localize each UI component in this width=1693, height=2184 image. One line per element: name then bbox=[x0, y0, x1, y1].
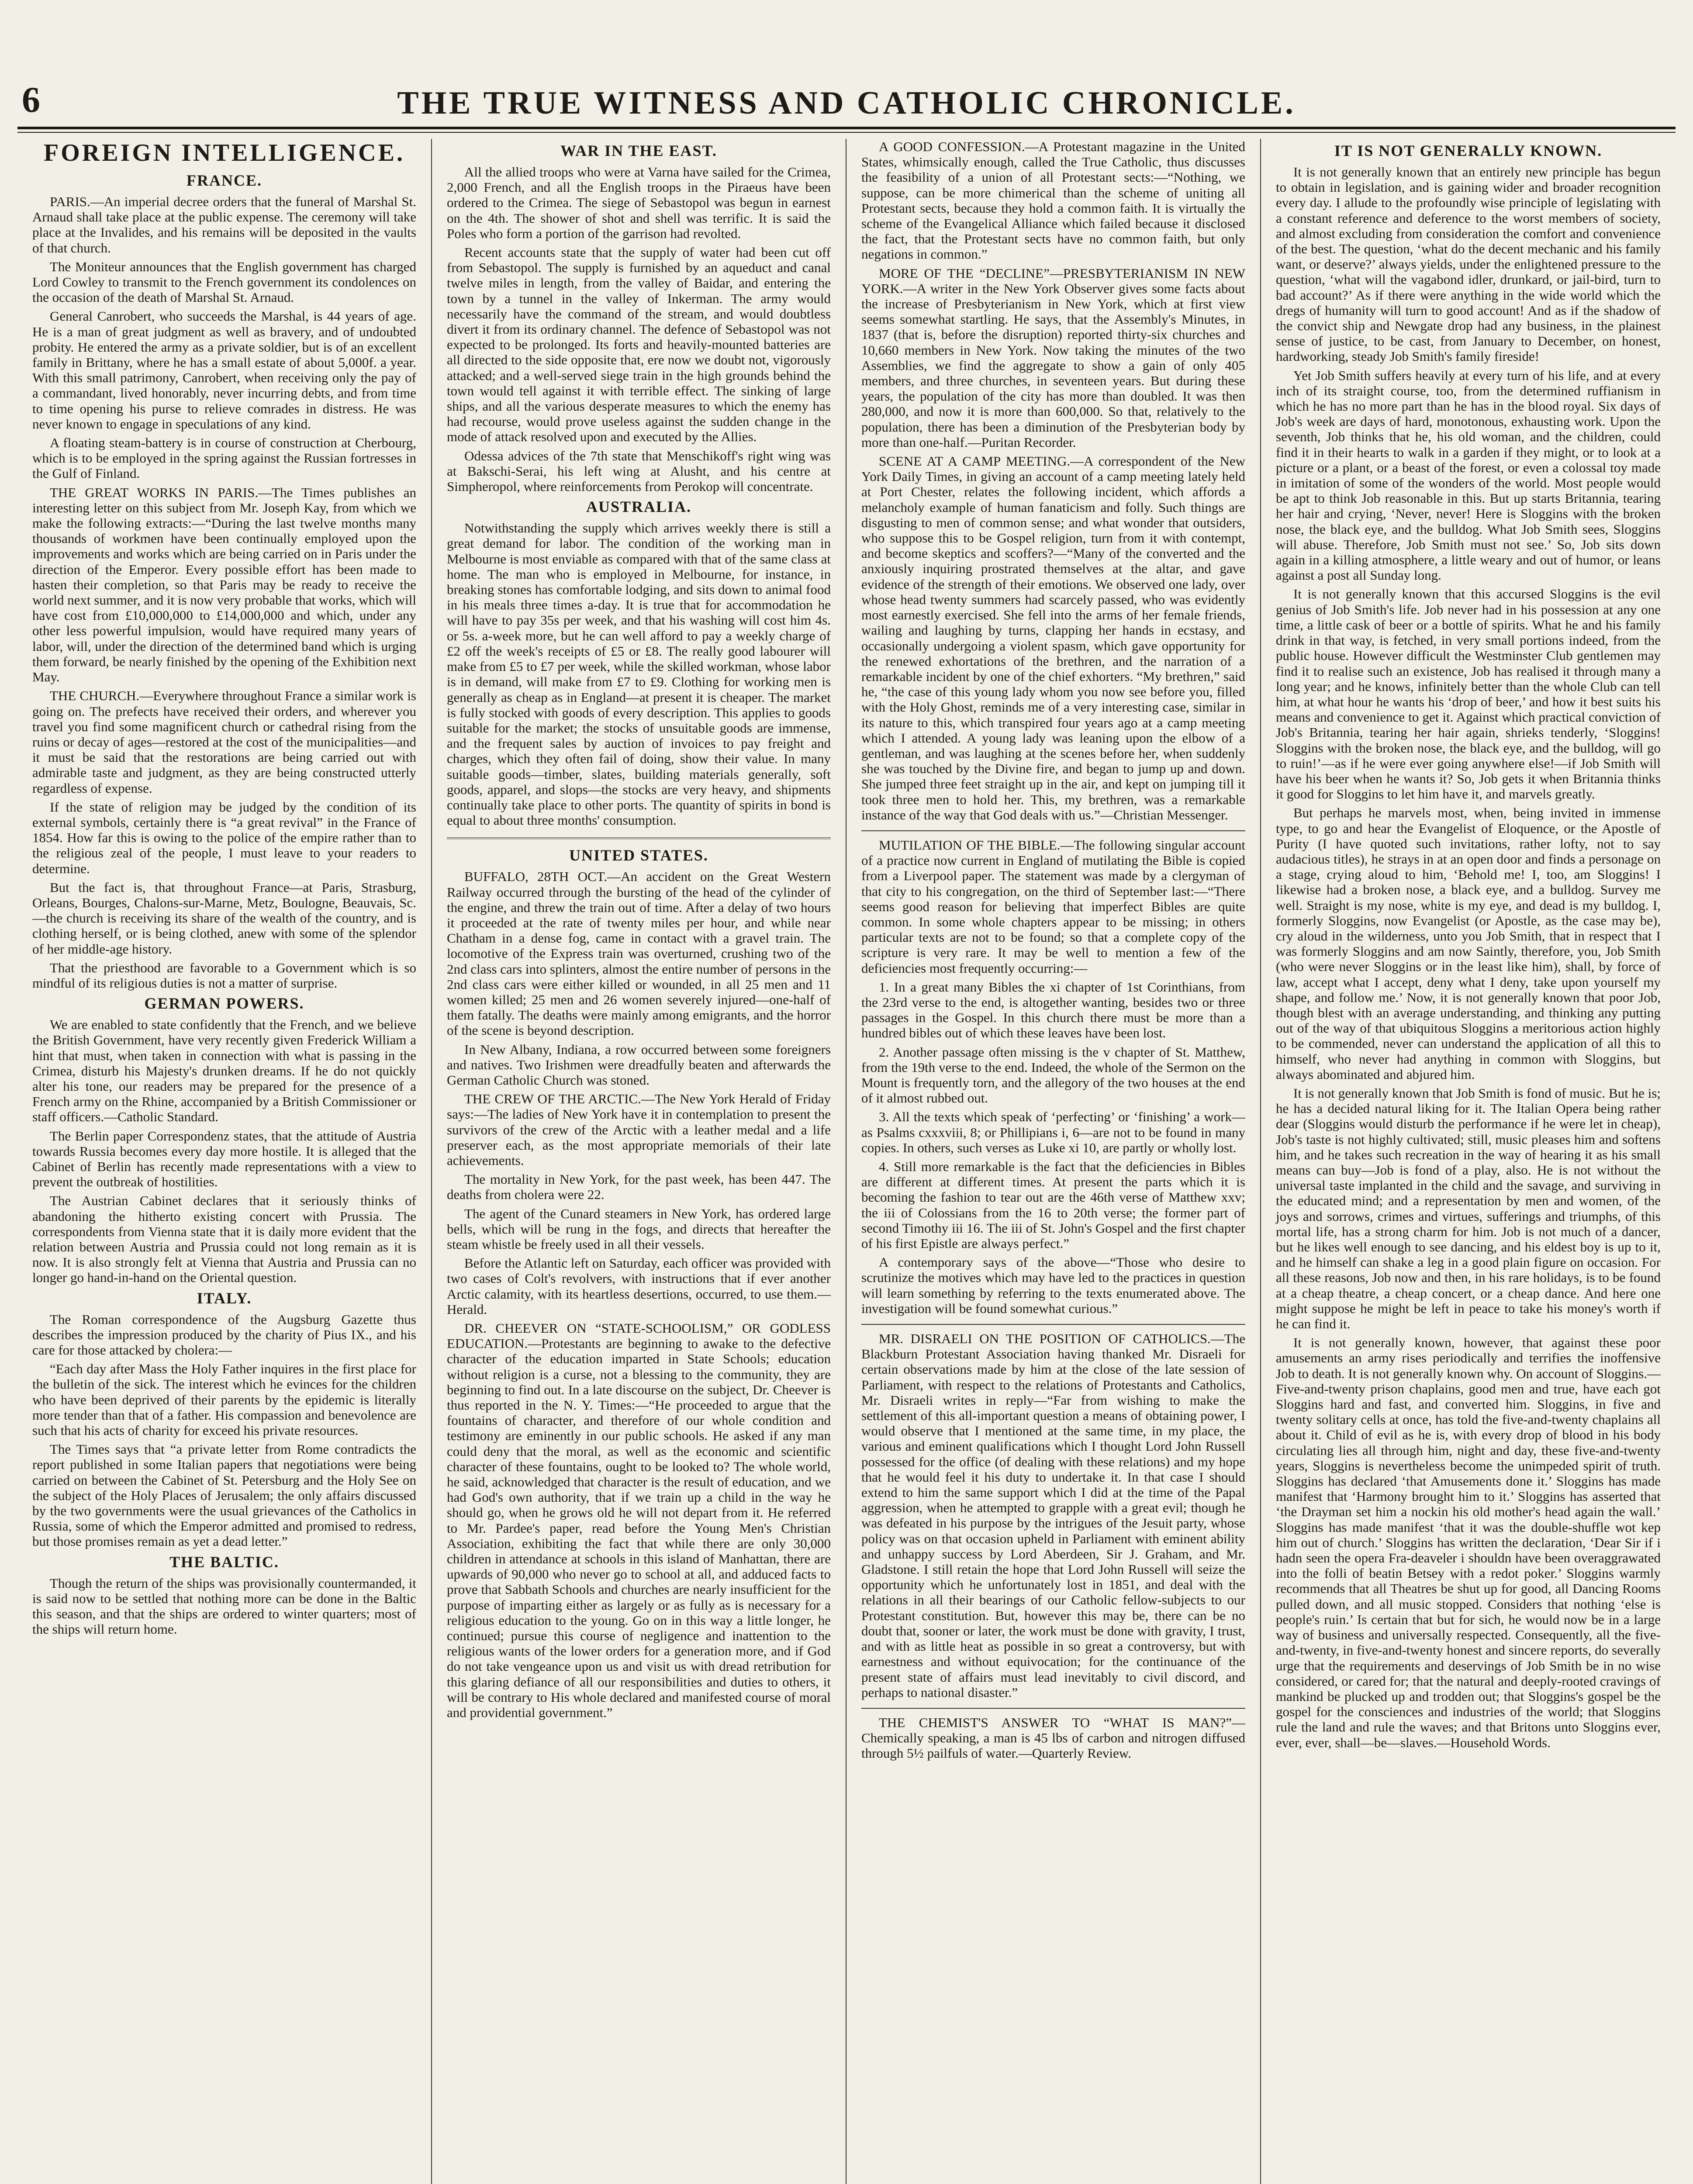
article-paragraph: General Canrobert, who succeeds the Marshal, is 44 years of age. He is a man of great judgment as well as bravery, and of undoubted probity. He entered the army as a private soldier, but is of an excellent family in Brittany, where he has a small estate of about 5,000f. a year. With this small patrimony, Canrobert, when receiving only the pay of a commandant, lived honorably, never incurring debts, and from time to time opening his purse to relieve comrades in distress. He was never known to engage in speculations of any kind. bbox=[32, 308, 416, 432]
subheading-the-baltic: THE BALTIC. bbox=[169, 1553, 279, 1571]
article-paragraph: If the state of religion may be judged by the condition of its external symbols, certainly there is “a great revival” in the France of 1854. How far this is owing to the police of the empire rather than to the religious zeal of the people, I must leave to your readers to determine. bbox=[32, 799, 416, 876]
article-paragraph: The Austrian Cabinet declares that it seriously thinks of abandoning the hitherto existing concert with Prussia. The correspondents from Vienna state that it is daily more evident that the relation between Austria and Prussia could not long remain as it is now. It is also strongly felt at Vienna that Austria and Prussia can no longer go hand-in-hand on the Oriental question. bbox=[32, 1193, 416, 1286]
article-paragraph: The Times says that “a private letter from Rome contradicts the report published in some Italian papers that negotiations were being carried on between the Cabinet of St. Petersburg and the Holy See on the subject of the Holy Places of Jerusalem; the only affairs discussed by the two governments were the usual grievances of the Catholics in Russia, some of which the Emperor admitted and promised to redress, but those promises remain as yet a dead letter.” bbox=[32, 1441, 416, 1549]
article-paragraph: Though the return of the ships was provisionally countermanded, it is said now to be settled that nothing more can be done in the Baltic this season, and that the ships are ordered to winter quarters; most of the ships will return home. bbox=[32, 1575, 416, 1637]
article-paragraph: 1. In a great many Bibles the xi chapter of 1st Corinthians, from the 23rd verse to the end, is altogether wanting, besides two or three passages in the Gospel. In this church there must be more than a hundred bibles out of which these leaves have been lost. bbox=[861, 979, 1245, 1041]
article-paragraph: We are enabled to state confidently that the French, and we believe the British Government, have very recently given Frederick William a hint that must, when taken in connection with what is passing in the Crimea, disturb his Majesty's drunken dreams. If he do not quickly alter his tone, our readers may be prepared for the presence of a French army on the Rhine, accompanied by a British Commissioner or staff officers.—Catholic Standard. bbox=[32, 1017, 416, 1125]
article-paragraph: THE CREW OF THE ARCTIC.—The New York Herald of Friday says:—The ladies of New York have it in contemplation to present the survivors of the crew of the Arctic with a leather medal and a life preserver each, as the most appropriate memorials of their late achievements. bbox=[447, 1091, 831, 1168]
article-divider bbox=[861, 1708, 1245, 1709]
article-paragraph: It is not generally known that this accursed Sloggins is the evil genius of Job Smith's life. Job never had in his possession at any one time, a little cask of beer or a bottle of spirits. What he and his family drink in that way, is fetched, in very small portions indeed, from the public house. However difficult the Westminster Club gentlemen may find it to realise such an existence, Job has realised it through many a long year; and he knows, infinitely better than the whole Club can tell him, at what hour he wants his ‘drop of beer,’ and how it best suits his means and convenience to get it. Against which practical conviction of Job's Britannia, tearing her hair again, shrieks tenderly, ‘Sloggins! Sloggins with the broken nose, the black eye, and the bulldog, will go to ruin!’—as if he were ever going anywhere else!—if Job Smith will have his beer when he wants it? So, Job gets it when Britannia thinks it good for Sloggins to let him have it, and marvels greatly. bbox=[1276, 586, 1661, 802]
section-divider bbox=[447, 837, 831, 839]
subheading-german-powers: GERMAN POWERS. bbox=[144, 995, 304, 1013]
article-paragraph: PARIS.—An imperial decree orders that the funeral of Marshal St. Arnaud shall take place at the public expense. The ceremony will take place at the Invalides, and his remains will be deposited in the vaults of that church. bbox=[32, 194, 416, 256]
article-paragraph: A floating steam-battery is in course of construction at Cherbourg, which is to be employed in the spring against the Russian fortresses in the Gulf of Finland. bbox=[32, 435, 416, 481]
article-paragraph: The Roman correspondence of the Augsburg Gazette thus describes the impression produced by the charity of Pius IX., and his care for those attacked by cholera:— bbox=[32, 1311, 416, 1358]
subheading-war-in-the-east: WAR IN THE EAST. bbox=[560, 142, 717, 159]
article-paragraph: THE CHURCH.—Everywhere throughout France a similar work is going on. The prefects have received their orders, and wherever you travel you find some magnificent church or cathedral rising from the ruins or decay of ages—restored at the cost of the municipalities—and it must be said that the restorations are being carried out with admirable taste and judgment, as they are being constructed utterly regardless of expense. bbox=[32, 688, 416, 796]
article-paragraph: It is not generally known that Job Smith is fond of music. But he is; he has a decided natural liking for it. The Italian Opera being rather dear (Sloggins would disturb the performance if he were let in cheap), Job's taste is not highly cultivated; still, music pleases him and softens him, and he takes such recreation in the way of hearing it as his small means can buy—Job is fond of a play, also. He is not without the universal taste implanted in the child and the savage, and surviving in the educated mind; and a representation by men and women, of the joys and sorrows, crimes and virtues, sufferings and triumphs, of this mortal life, has a strong charm for him. Job is not much of a dancer, but he likes well enough to see dancing, and his eldest boy is up to it, and he himself can shake a leg in a good plain figure on occasion. For all these reasons, Job now and then, in his rare holidays, is to be found at a cheap theatre, a cheap concert, or a cheap dance. And here one might suppose he might be left in peace to take his money's worth if he can find it. bbox=[1276, 1085, 1661, 1332]
masthead bbox=[17, 76, 1676, 124]
article-paragraph: All the allied troops who were at Varna have sailed for the Crimea, 2,000 French, and all the English troops in the Piraeus have been ordered to the Crimea. The siege of Sebastopol was begun in earnest on the 4th. The shower of shot and shell was terrific. It is said the Poles who form a portion of the garrison had revolted. bbox=[447, 164, 831, 241]
subheading-italy: ITALY. bbox=[197, 1289, 252, 1307]
article-paragraph: That the priesthood are favorable to a Government which is so mindful of its religious duties is not a matter of surprise. bbox=[32, 960, 416, 991]
page-number: 6 bbox=[22, 79, 40, 120]
subheading-australia: AUSTRALIA. bbox=[586, 498, 692, 516]
article-paragraph: The agent of the Cunard steamers in New York, has ordered large bells, which will be rung in the fogs, and directs that hereafter the steam whistle be freely used in all their vessels. bbox=[447, 1206, 831, 1252]
article-paragraph: MORE OF THE “DECLINE”—PRESBYTERIANISM IN NEW YORK.—A writer in the New York Observer gives some facts about the increase of Presbyterianism in New York, which at first view seems somewhat startling. He says, that the Assembly's Minutes, in 1837 (that is, before the disruption) reported thirty-six churches and 10,660 members in New York. Now taking the minutes of the two Assemblies, we find the aggregate to show a gain of only 405 members, and three churches, in seventeen years. But during these years, the population of the city has more than doubled. It was then 280,000, and now it is more than 600,000. So that, relatively to the population, there has been a diminution of the Presbyterian body by more than one-half.—Puritan Recorder. bbox=[861, 265, 1245, 450]
article-paragraph: “Each day after Mass the Holy Father inquires in the first place for the bulletin of the sick. The interest which he evinces for the children who have been deprived of their parents by the epidemic is literally more tender than that of a father. His compassion and benevolence are such that his acts of charity for exceed his private resources. bbox=[32, 1361, 416, 1438]
article-paragraph: MUTILATION OF THE BIBLE.—The following singular account of a practice now current in England of mutilating the Bible is copied from a Liverpool paper. The statement was made by a clergyman of that city to his congregation, on the third of September last:—“There seems good reason for believing that imperfect Bibles are quite common. In some whole chapters appear to be missing; in others particular texts are not to be found; so that a complete copy of the scripture is very rare. It may be well to mention a few of the deficiencies most frequently occurring:— bbox=[861, 837, 1245, 976]
article-divider bbox=[861, 1324, 1245, 1325]
article-divider bbox=[861, 830, 1245, 831]
article-paragraph: BUFFALO, 28TH OCT.—An accident on the Great Western Railway occurred through the bursting of the head of the cylinder of the engine, and threw the train out of time. After a delay of two hours it proceeded at the rate of twenty miles per hour, and while near Chatham in a dense fog, came in contact with a gravel train. The locomotive of the Express train was overturned, crushing two of the 2nd class cars into splinters, almost the entire number of persons in the 2nd class cars were either killed or wounded, in all 25 men and 11 women killed; 25 men and 26 women severely injured—one-half of them fatally. The deaths were mainly among emigrants, and the horror of the scene is beyond description. bbox=[447, 869, 831, 1038]
subheading-france: FRANCE. bbox=[187, 172, 262, 189]
subheading-united-states: UNITED STATES. bbox=[569, 847, 708, 864]
column-4 bbox=[1261, 139, 1676, 2184]
section-heading-not-generally-known: IT IS NOT GENERALLY KNOWN. bbox=[1334, 142, 1603, 159]
article-paragraph: THE CHEMIST'S ANSWER TO “WHAT IS MAN?”—Chemically speaking, a man is 45 lbs of carbon and nitrogen diffused through 5½ pailfuls of water.—Quarterly Review. bbox=[861, 1714, 1245, 1761]
article-paragraph: MR. DISRAELI ON THE POSITION OF CATHOLICS.—The Blackburn Protestant Association having thanked Mr. Disraeli for certain observations made by him at the close of the late session of Parliament, with respect to the relations of Protestants and Catholics, Mr. Disraeli writes in reply—“Far from wishing to make the settlement of this all-important question a means of obtaining power, I would observe that I mentioned at the same time, in my place, the various and eminent qualifications which I thought Lord John Russell possessed for the office (of dealing with these relations) and my hope that he would feel it his duty to undertake it. In that case I should extend to him the same support which I did at the time of the Papal aggression, when he attempted to grapple with a great evil; though he was defeated in his purpose by the intrigues of the Jesuit party, whose policy was on that occasion upheld in Parliament with eminent ability and unhappy success by Lord Aberdeen, Sir J. Graham, and Mr. Gladstone. I still retain the hope that Lord John Russell will seize the opportunity which he unfortunately lost in 1851, and deal with the relations in all their bearings of our Catholic fellow-subjects to our Protestant constitution. But, however this may be, there can be no doubt that, sooner or later, the work must be done with gravity, I trust, and with as little heat as possible in so great a controversy, but with earnestness and without equivocation; for the continuance of the present state of affairs must lead inevitably to civil discord, and perhaps to national disaster.” bbox=[861, 1331, 1245, 1700]
article-paragraph: A contemporary says of the above—“Those who desire to scrutinize the motives which may have led to the practices in question will learn something by referring to the texts enumerated above. The investigation will be found somewhat curious.” bbox=[861, 1254, 1245, 1316]
article-paragraph: In New Albany, Indiana, a row occurred between some foreigners and natives. Two Irishmen were dreadfully beaten and afterwards the German Catholic Church was stoned. bbox=[447, 1041, 831, 1088]
newspaper-title: THE TRUE WITNESS AND CATHOLIC CHRONICLE. bbox=[397, 85, 1296, 121]
masthead-rule-thin bbox=[17, 132, 1676, 133]
article-paragraph: The Moniteur announces that the English government has charged Lord Cowley to transmit to the French government its condolences on the occasion of the death of Marshal St. Arnaud. bbox=[32, 259, 416, 305]
article-paragraph: Notwithstanding the supply which arrives weekly there is still a great demand for labor. The condition of the working man in Melbourne is most enviable as compared with that of the same class at home. The man who is employed in Melbourne, for instance, in breaking stones has comfortable lodging, and sits down to animal food in his meals three times a-day. It is true that for accommodation he will have to pay 35s per week, and that his washing will cost him 4s. or 5s. a-week more, but he can well afford to pay a weekly charge of £2 off the week's receipts of £5 or £8. The really good labourer will make from £5 to £7 per week, while the skilled workman, whose labor is in demand, will make from £7 to £9. Clothing for working men is generally as cheap as in England—at present it is cheaper. The market is fully stocked with goods of every description. This applies to goods suitable for the market; the stocks of unsuitable goods are immense, and the frequent sales by auction of invoices to pay freight and charges, which they often fail of doing, show their value. In many suitable goods—timber, slates, building materials generally, soft goods, apparel, and slops—the stocks are very heavy, and shipments continually take place to other ports. The quantity of spirits in bond is equal to about three months' consumption. bbox=[447, 520, 831, 828]
article-paragraph: Yet Job Smith suffers heavily at every turn of his life, and at every inch of its straight course, too, from the determined ruffianism in which he has no more part than he has in the blood royal. Six days of Job's week are days of hard, monotonous, exhausting work. Upon the seventh, Job thinks that he, his old woman, and the children, could find it in their hearts to walk in a garden if they might, or to look at a picture or a plant, or a beast of the forest, or even a colossal toy made in imitation of some of the wonders of the world. Most people would be apt to think Job reasonable in this. But up starts Britannia, tearing her hair and crying, ‘Never, never! Here is Sloggins with the broken nose, the black eye, and the bulldog. What Job Smith sees, Sloggins will abuse. Therefore, Job Smith must not see.’ So, Job sits down again in a killing atmosphere, a little weary and out of humor, or leans against a post all Sunday long. bbox=[1276, 367, 1661, 583]
article-paragraph: But the fact is, that throughout France—at Paris, Strasburg, Orleans, Bourges, Chalons-sur-Marne, Metz, Boulogne, Beauvais, Sc.—the church is receiving its share of the wealth of the country, and is clothing herself, or is being clothed, anew with some of the splendor of her middle-age history. bbox=[32, 879, 416, 957]
article-paragraph: Odessa advices of the 7th state that Menschikoff's right wing was at Bakschi-Serai, his left wing at Alusht, and his centre at Simpheropol, where reinforcements from Perokop will concentrate. bbox=[447, 448, 831, 494]
masthead-rule bbox=[17, 127, 1676, 129]
article-paragraph: SCENE AT A CAMP MEETING.—A correspondent of the New York Daily Times, in giving an account of a camp meeting lately held at Port Chester, relates the following incident, which affords a melancholy example of human fanaticism and folly. Such things are disgusting to men of common sense; and what wonder that outsiders, who suppose this to be Gospel religion, turn from it with contempt, and become skeptics and scoffers?—“Many of the converted and the anxiously inquiring prostrated themselves at the altar, and gave evidence of the strength of their emotions. We observed one lady, over whose head twenty summers had scarcely passed, who was evidently most earnestly exercised. She fell into the arms of her female friends, wailing and laughing by turns, clapping her hands in ecstasy, and occasionally undergoing a violent spasm, which gave opportunity for the renewed exhortations of the brethren, and the narration of a remarkable incident by one of the chief exhorters. “My brethren,” said he, “the case of this young lady whom you now see before you, filled with the Holy Ghost, reminds me of a very interesting case, similar in its nature to this, which transpired four years ago at a camp meeting which I attended. A young lady was leaning upon the elbow of a gentleman, and was laughing at the scenes before her, when suddenly she was touched by the Divine fire, and began to jump up and down. She jumped three feet straight up in the air, and kept on jumping till it took three men to hold her. This, my brethren, was a remarkable instance of the way that God deals with us.”—Christian Messenger. bbox=[861, 453, 1245, 822]
columns bbox=[17, 139, 1676, 2184]
column-2 bbox=[432, 139, 846, 2184]
article-paragraph: But perhaps he marvels most, when, being invited in immense type, to go and hear the Evangelist of Eloquence, or the Apostle of Purity (I have quoted such invitations, rather lofty, not to say audacious titles), he strays in at an open door and finds a personage on a stage, crying aloud to him, ‘Behold me! I, too, am Sloggins! I likewise had a broken nose, a black eye, and a bulldog. Survey me well. Straight is my nose, white is my eye, and dead is my bulldog. I, formerly Sloggins, now Evangelist (or Apostle, as the case may be), cry aloud in the wilderness, unto you Job Smith, that in respect that I was formerly Sloggins and am now Saintly, therefore, you, Job Smith (who were never Sloggins or in the least like him), shall, by force of law, accept what I accept, deny what I deny, take upon yourself my shape, and follow me.’ Now, it is not generally known that poor Job, though blest with an average understanding, and thinking any putting out of the way of that ubiquitous Sloggins a meritorious action highly to be commended, never can understand the application of all this to himself, who never had anything in common with Sloggins, but always abominated and abjured him. bbox=[1276, 805, 1661, 1082]
article-paragraph: The mortality in New York, for the past week, has been 447. The deaths from cholera were 22. bbox=[447, 1171, 831, 1203]
article-paragraph: Recent accounts state that the supply of water had been cut off from Sebastopol. The supply is furnished by an aqueduct and canal twelve miles in length, from the valley of Baidar, and entering the town by a tunnel in the valley of Inkerman. The army would necessarily have the command of the stream, and would doubtless divert it from its ordinary channel. The defence of Sebastopol was not expected to be prolonged. Its forts and heavily-mounted batteries are all directed to the side opposite that, ere now we doubt not, vigorously attacked; and a well-served siege train in the high grounds behind the town would tell against it with terrible effect. The sinking of large ships, and all the various desperate measures to which the enemy has had recourse, would prove useless against the sudden change in the mode of attack resolved upon and executed by the Allies. bbox=[447, 245, 831, 445]
article-paragraph: DR. CHEEVER ON “STATE-SCHOOLISM,” OR GODLESS EDUCATION.—Protestants are beginning to awake to the defective character of the education imparted in State Schools; education without religion is a curse, not a blessing to the community, they are beginning to find out. In a late discourse on the subject, Dr. Cheever is thus reported in the N. Y. Times:—“He proceeded to argue that the fountains of character, and therefore of our whole condition and testimony are eminently in our public schools. He asked if any man could deny that the moral, as well as the economic and scientific character of these fountains, ought to be looked to? The whole world, he said, acknowledged that character is the result of education, and we had God's own authority, that if we train up a child in the way he should go, when he grows old he will not depart from it. He referred to Mr. Pardee's paper, read before the Young Men's Christian Association, exhibiting the fact that while there are only 30,000 children in attendance at schools in this island of Manhattan, there are upwards of 90,000 who never go to school at all, and adduced facts to prove that Sabbath Schools and churches are nearly insufficient for the purpose of imparting either as largely or as fully as is necessary for a religious education to the young. Go on in this way a little longer, he continued; pursue this course of negligence and inattention to the religious wants of the lower orders for a generation more, and if God do not take vengeance upon us and visit us with dread retribution for this glaring defiance of all our responsibilities and duties to others, it will be contrary to His whole declared and manifested course of moral and providential government.” bbox=[447, 1320, 831, 1721]
column-1 bbox=[17, 139, 432, 2184]
section-heading-foreign-intelligence: FOREIGN INTELLIGENCE. bbox=[44, 139, 405, 166]
article-paragraph: 4. Still more remarkable is the fact that the deficiencies in Bibles are different at different times. At present the parts which it is becoming the fashion to tear out are the 46th verse of Matthew xxv; the iii of Colossians from the 16 to 20th verse; the former part of second Timothy iii 16. The iii of St. John's Gospel and the first chapter of his first Epistle are always perfect.” bbox=[861, 1159, 1245, 1251]
article-paragraph: It is not generally known that an entirely new principle has begun to obtain in legislation, and is gaining wider and broader recognition every day. I allude to the profoundly wise principle of legislating with a constant reference and deference to the worst members of society, and almost excluding from consideration the comfort and convenience of the best. The question, ‘what do the decent mechanic and his family want, or deserve?’ always yields, under the enlightened pressure to the question, ‘what will the vagabond idler, drunkard, or jail-bird, turn to bad account?’ As if there were anything in the wide world which the dregs of humanity will turn to good account! And as if the shadow of the convict ship and Newgate drop had any business, in the plainest sense of justice, to be cast, from January to December, on honest, hardworking, steady Job Smith's family fireside! bbox=[1276, 164, 1661, 364]
article-paragraph: Before the Atlantic left on Saturday, each officer was provided with two cases of Colt's revolvers, with instructions that if ever another Arctic calamity, with its heartless desertions, occurred, to use them.—Herald. bbox=[447, 1255, 831, 1317]
article-paragraph: A GOOD CONFESSION.—A Protestant magazine in the United States, whimsically enough, called the True Catholic, thus discusses the feasibility of a union of all Protestant sects:—“Nothing, we suppose, can be more chimerical than the scheme of uniting all Protestant sects, because they hold a common faith. It is virtually the scheme of the Evangelical Alliance which failed because it disclosed the fact, that the Protestant sects have no common faith, but only negations in common.” bbox=[861, 139, 1245, 262]
article-paragraph: 3. All the texts which speak of ‘perfecting’ or ‘finishing’ a work—as Psalms cxxxviii, 8; or Phillipians i, 6—are not to be found in many copies. In others, such verses as Luke xi 10, are partly or wholly lost. bbox=[861, 1109, 1245, 1155]
article-paragraph: It is not generally known, however, that against these poor amusements an army rises periodically and terrifies the inoffensive Job to death. It is not generally known why. On account of Sloggins.—Five-and-twenty prison chaplains, good men and true, have each got Sloggins hard and fast, and converted him. Sloggins, in five and twenty solitary cells at once, has told the five-and-twenty chaplains all about it. Child of evil as he is, with every drop of blood in his body circulating lies all through him, night and day, these five-and-twenty years, Sloggins is nevertheless become the unimpeded spirit of truth. Sloggins has declared ‘that Amusements done it.’ Sloggins has made manifest that ‘Harmony brought him to it.’ Sloggins has asserted that ‘the Drayman set him a nockin his old mother's head again the wall.’ Sloggins has made manifest ‘that it was the double-shuffle wot kep him out of church.’ Sloggins has written the declaration, ‘Dear Sir if i hadn seen the opera Fra-deaveler i shouldn have been overaggrawated into the folli of beatin Betsey with a redot poker.’ Sloggins warmly recommends that all Theatres be shut up for good, all Dancing Rooms pulled down, and all music stopped. Considers that nothing ‘else is people's ruin.’ Is certain that but for sich, he would now be in a large way of business and universally respected. Consequently, all the five-and-twenty, in five-and-twenty honest and sincere reports, do severally urge that the requirements and deservings of Job Smith be in no wise considered, or cared for; that the natural and deeply-rooted cravings of mankind be plucked up and trodden out; that Sloggins's gospel be the gospel for the consciences and industries of the world; that Sloggins rule the land and rule the waves; and that Britons unto Sloggins ever, ever, ever, shall—be—slaves.—Household Words. bbox=[1276, 1335, 1661, 1750]
article-paragraph: The Berlin paper Correspondenz states, that the attitude of Austria towards Russia becomes every day more hostile. It is alleged that the Cabinet of Berlin has recently made representations with a view to prevent the outbreak of hostilities. bbox=[32, 1128, 416, 1190]
article-paragraph: THE GREAT WORKS IN PARIS.—The Times publishes an interesting letter on this subject from Mr. Joseph Kay, from which we make the following extracts:—“During the last twelve months many thousands of workmen have been continually employed upon the improvements and works which are being carried on in Paris under the direction of the Emperor. Every possible effort has been made to hasten their completion, so that Paris may be ready to receive the world next summer, and it is now very probable that works, which will have cost from £10,000,000 to £14,000,000 and which, under any other less powerful impulsion, would have required many years of labor, will, under the direction of the determined band which is urging them forward, be nearly finished by the opening of the Exhibition next May. bbox=[32, 484, 416, 685]
column-3 bbox=[846, 139, 1261, 2184]
article-paragraph: 2. Another passage often missing is the v chapter of St. Matthew, from the 19th verse to the end. Indeed, the whole of the Sermon on the Mount is frequently torn, and the allegory of the two houses at the end of it almost rubbed out. bbox=[861, 1044, 1245, 1106]
